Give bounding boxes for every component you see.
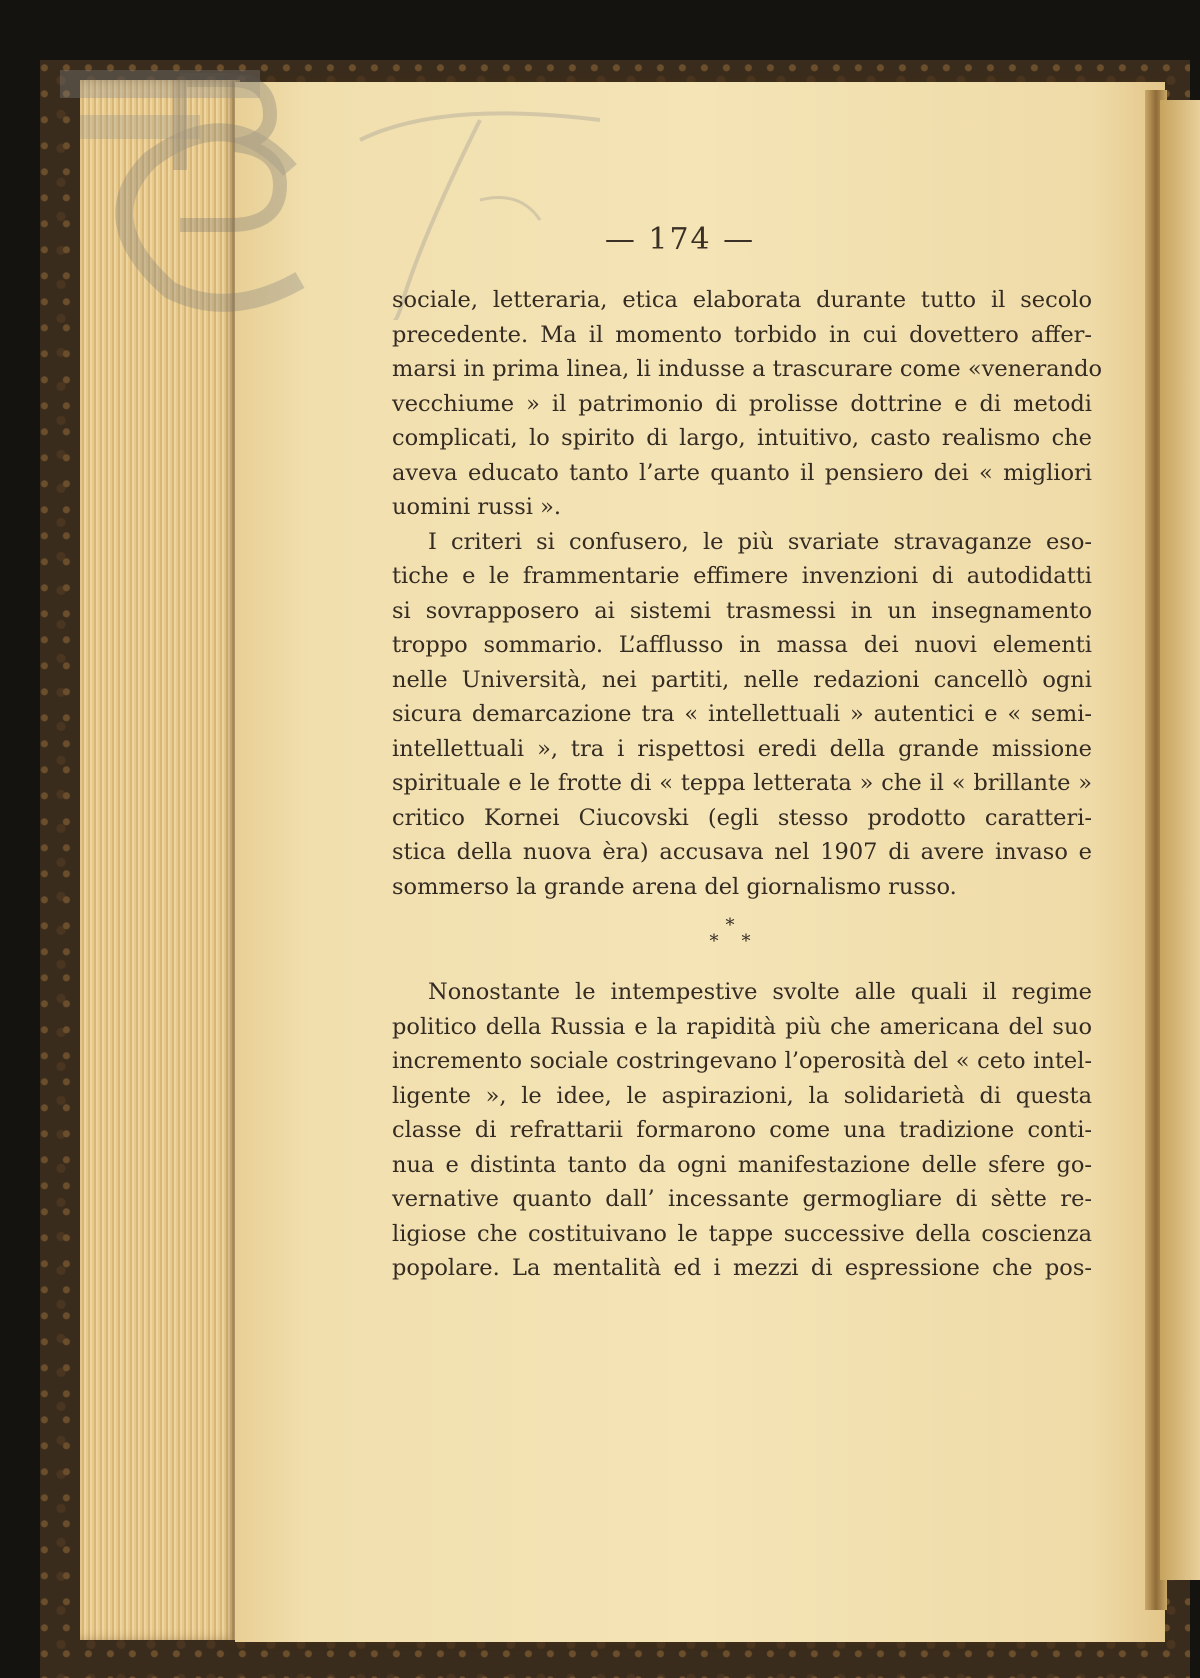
text-line: ligente », le idee, le aspirazioni, la solidarietà di questa bbox=[392, 1082, 1092, 1109]
text-line: sommerso la grande arena del giornalismo russo. bbox=[392, 873, 957, 900]
text-line: sociale, letteraria, etica elaborata durante tutto il secolo bbox=[392, 287, 1092, 313]
text-line: troppo sommario. L’afflusso in massa dei nuovi elementi bbox=[392, 632, 1092, 658]
paragraph-continued bbox=[392, 283, 1103, 904]
text-line: uomini russi ». bbox=[392, 494, 562, 520]
text-line: marsi in prima linea, li indusse a trascurare come «venerando bbox=[392, 356, 1103, 382]
facing-page-edge bbox=[1160, 100, 1200, 1580]
text-line: vernative quanto dall’ incessante germogliare di sètte re- bbox=[392, 1186, 1092, 1212]
section-separator-asterisks bbox=[700, 915, 760, 958]
text-line: sicura demarcazione tra « intellettuali » autentici e « semi- bbox=[392, 701, 1092, 727]
text-line: aveva educato tanto l’arte quanto il pensiero dei « migliori bbox=[392, 459, 1092, 486]
text-line: si sovrapposero ai sistemi trasmessi in un insegnamento bbox=[392, 597, 1092, 624]
asterisk: * bbox=[741, 931, 751, 952]
paragraph-new-section bbox=[392, 975, 1092, 1286]
text-line: stica della nuova èra) accusava nel 1907 di avere invaso e bbox=[392, 839, 1092, 865]
text-line: I criteri si confusero, le più svariate stravaganze eso- bbox=[428, 528, 1092, 555]
text-line: ligiose che costituivano le tappe successive della coscienza bbox=[392, 1220, 1092, 1247]
text-line: nelle Università, nei partiti, nelle redazioni cancellò ogni bbox=[392, 666, 1092, 693]
text-line: precedente. Ma il momento torbido in cui dovettero affer- bbox=[392, 321, 1092, 348]
text-line: politico della Russia e la rapidità più che americana del suo bbox=[392, 1013, 1092, 1040]
text-line: nua e distinta tanto da ogni manifestazione delle sfere go- bbox=[392, 1151, 1092, 1178]
text-line: tiche e le frammentarie effimere invenzioni di autodidatti bbox=[392, 563, 1092, 589]
text-line: complicati, lo spirito di largo, intuitivo, casto realismo che bbox=[392, 425, 1092, 451]
text-line: critico Kornei Ciucovski (egli stesso prodotto caratteri- bbox=[392, 804, 1092, 831]
text-line: classe di refrattarii formarono come una tradizione conti- bbox=[392, 1117, 1092, 1143]
text-line: popolare. La mentalità ed i mezzi di espressione che pos- bbox=[392, 1255, 1092, 1281]
text-line: intellettuali », tra i rispettosi eredi della grande missione bbox=[392, 735, 1092, 762]
page-number: — 174 — bbox=[604, 222, 756, 257]
library-watermark-logo bbox=[60, 60, 720, 320]
text-line: vecchiume » il patrimonio di prolisse dottrine e di metodi bbox=[392, 390, 1092, 417]
text-line: incremento sociale costringevano l’operosità del « ceto intel- bbox=[392, 1048, 1092, 1074]
text-line: spirituale e le frotte di « teppa letterata » che il « brillante » bbox=[392, 770, 1092, 796]
asterisk: * bbox=[709, 931, 719, 952]
asterisk: * bbox=[725, 915, 735, 936]
text-line: Nonostante le intempestive svolte alle quali il regime bbox=[428, 979, 1092, 1005]
